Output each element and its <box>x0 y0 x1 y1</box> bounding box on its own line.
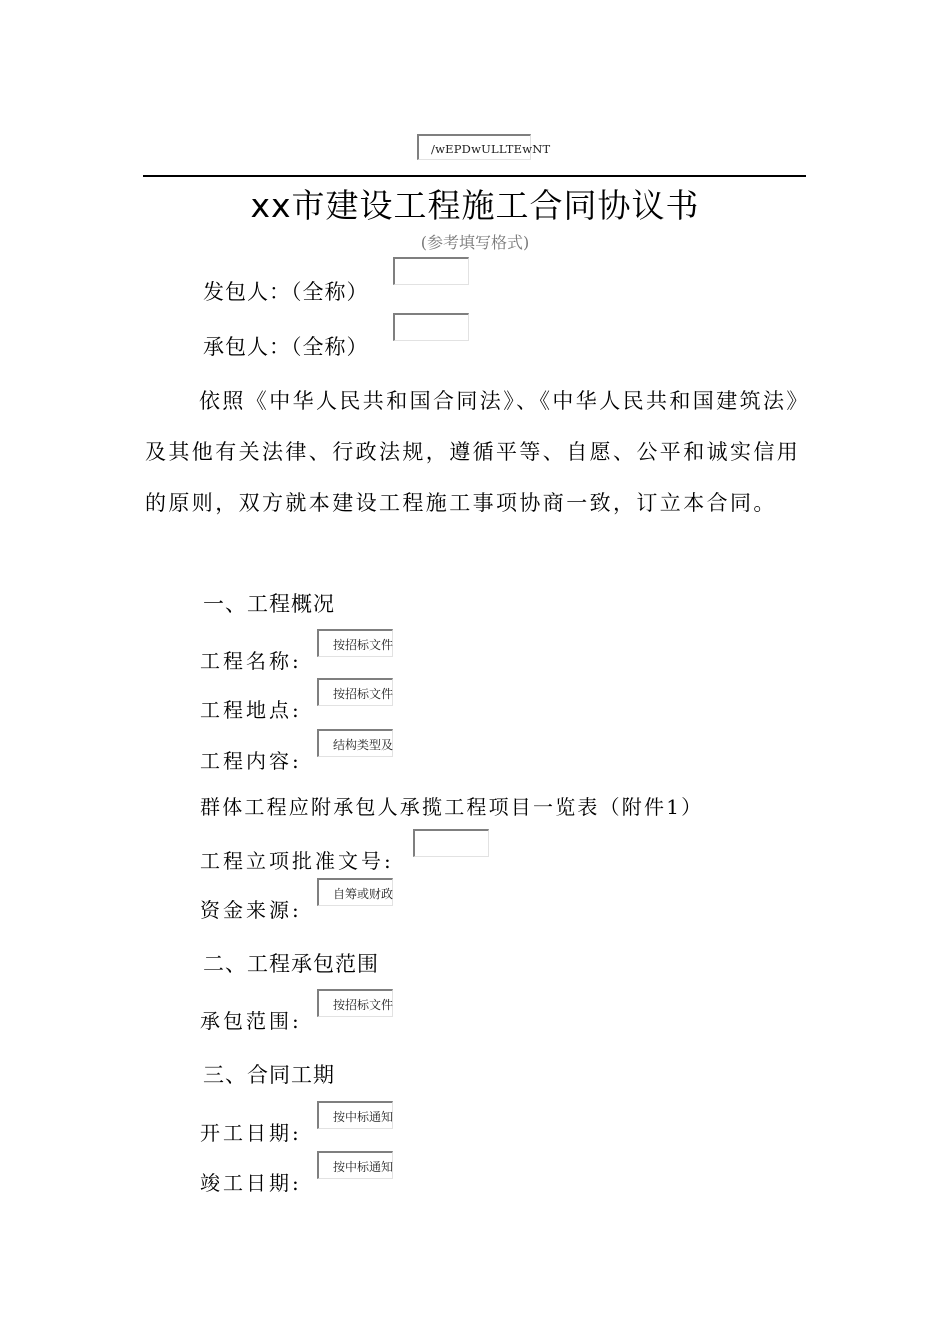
employer-name-field[interactable] <box>393 257 469 285</box>
fund-source-label: 资金来源: <box>200 898 302 922</box>
section3-heading: 三、合同工期 <box>203 1063 335 1087</box>
section1-heading: 一、工程概况 <box>203 592 335 616</box>
project-content-value: 结构类型及 <box>333 738 394 752</box>
header-rule <box>143 175 806 177</box>
document-subtitle: (参考填写格式) <box>420 233 530 252</box>
project-name-field[interactable] <box>317 629 393 657</box>
start-date-label: 开工日期: <box>200 1121 302 1145</box>
fund-source-field[interactable] <box>317 878 393 906</box>
end-date-value: 按中标通知 <box>333 1160 394 1174</box>
start-date-field[interactable] <box>317 1101 393 1129</box>
document-title: xx市建设工程施工合同协议书 <box>250 186 700 225</box>
end-date-field[interactable] <box>317 1151 393 1179</box>
project-name-label: 工程名称: <box>200 649 302 673</box>
header-code-field[interactable] <box>417 134 551 160</box>
project-location-value: 按招标文件 <box>333 687 394 701</box>
end-date-label: 竣工日期: <box>200 1171 302 1195</box>
scope-value: 按招标文件 <box>333 998 394 1012</box>
intro-paragraph: 依照《中华人民共和国合同法》、《中华人民共和国建筑法》及其他有关法律、行政法规，遵循平等、自愿、公平和诚实信用的原则，双方就本建设工程施工事项协商一致，订立本合同。 <box>145 389 801 515</box>
project-location-field[interactable] <box>317 678 393 706</box>
project-name-value: 按招标文件 <box>333 638 394 652</box>
fund-source-value: 自筹或财政 <box>333 887 394 901</box>
section2-heading: 二、工程承包范围 <box>203 952 379 976</box>
group-project-note: 群体工程应附承包人承揽工程项目一览表（附件1） <box>200 795 704 819</box>
start-date-value: 按中标通知 <box>333 1110 394 1124</box>
header-code-value: /wEPDwULLTEwNT <box>431 142 551 156</box>
project-content-label: 工程内容: <box>200 749 302 773</box>
approval-no-field[interactable] <box>413 829 489 857</box>
scope-label: 承包范围: <box>200 1009 302 1033</box>
project-location-label: 工程地点: <box>200 698 302 722</box>
employer-label: 发包人：（全称） <box>203 280 369 304</box>
scope-field[interactable] <box>317 989 393 1017</box>
contractor-name-field[interactable] <box>393 313 469 341</box>
contractor-label: 承包人：（全称） <box>203 335 369 359</box>
project-content-field[interactable] <box>317 729 393 757</box>
approval-no-label: 工程立项批准文号: <box>200 849 394 873</box>
